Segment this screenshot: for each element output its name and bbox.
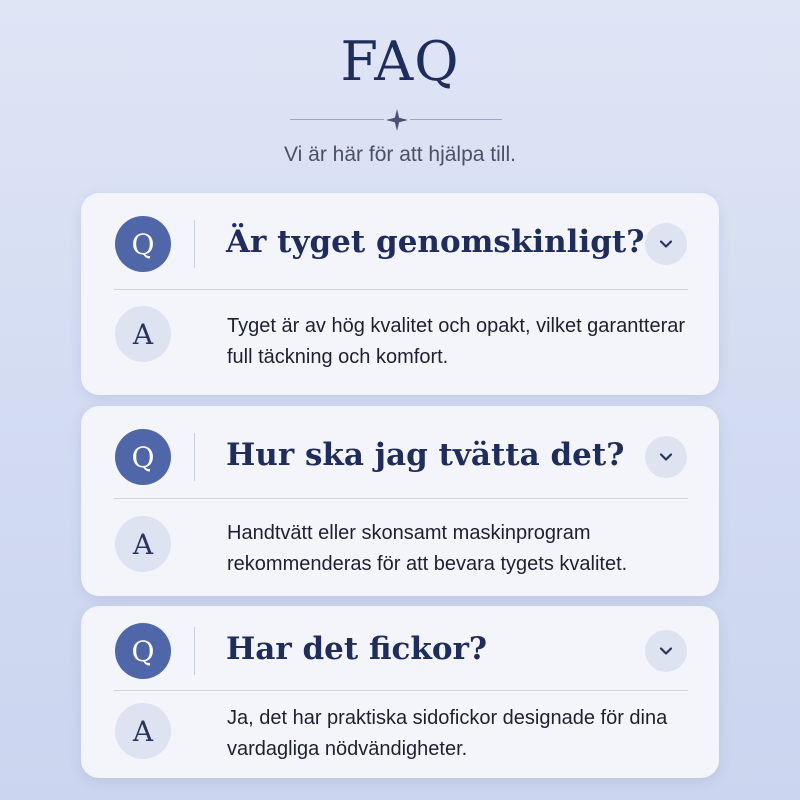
faq-header (0, 0, 800, 190)
page-subtitle: Vi är här för att hjälpa till. (284, 143, 516, 166)
faq-item (81, 193, 719, 395)
faq-question[interactable]: Hur ska jag tvätta det? (226, 437, 625, 473)
chevron-down-icon (658, 449, 674, 465)
expand-toggle-button[interactable] (645, 630, 687, 672)
question-badge: Q (115, 216, 171, 272)
answer-badge: A (115, 306, 171, 362)
faq-answer: Handtvätt eller skonsamt maskinprogram rekommenderas för att bevara tygets kvalitet. (227, 522, 628, 575)
page-title: FAQ (340, 30, 460, 93)
question-badge: Q (115, 429, 171, 485)
chevron-down-icon (658, 236, 674, 252)
faq-question[interactable]: Är tyget genomskinligt? (226, 224, 645, 260)
qa-separator (114, 690, 688, 691)
divider-line-left (290, 119, 384, 120)
faq-item (81, 406, 719, 596)
faq-answer: Ja, det har praktiska sidofickor designade för dina vardagliga nödvändigheter. (227, 707, 668, 760)
expand-toggle-button[interactable] (645, 436, 687, 478)
chevron-down-icon (658, 643, 674, 659)
faq-item (81, 606, 719, 778)
faq-question[interactable]: Har det fickor? (226, 631, 488, 667)
faq-answer: Tyget är av hög kvalitet och opakt, vilket garantterar full täckning och komfort. (227, 315, 686, 368)
badge-separator (194, 433, 195, 481)
answer-badge: A (115, 516, 171, 572)
question-badge: Q (115, 623, 171, 679)
qa-separator (114, 498, 688, 499)
badge-separator (194, 627, 195, 675)
sparkle-icon (386, 109, 408, 131)
divider-line-right (410, 119, 502, 120)
expand-toggle-button[interactable] (645, 223, 687, 265)
badge-separator (194, 220, 195, 268)
qa-separator (114, 289, 688, 290)
answer-badge: A (115, 703, 171, 759)
